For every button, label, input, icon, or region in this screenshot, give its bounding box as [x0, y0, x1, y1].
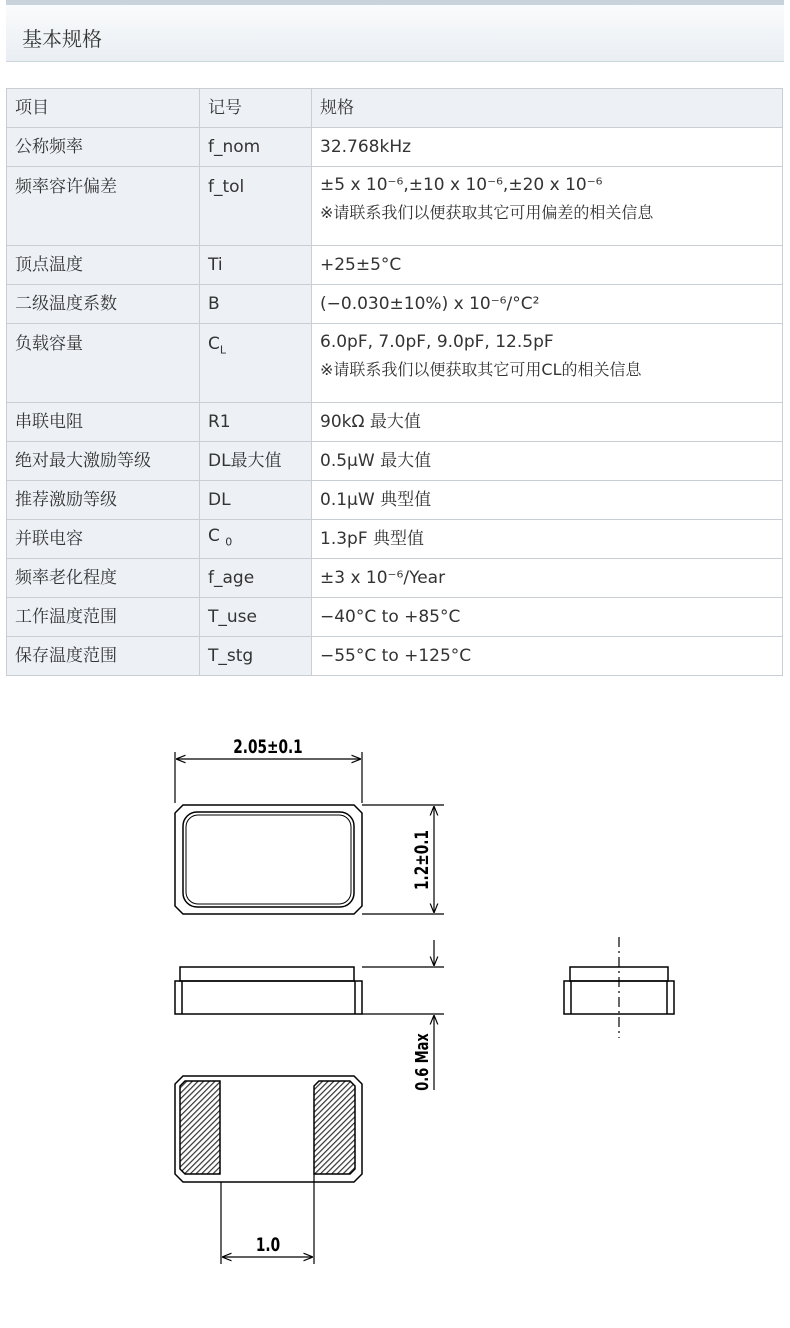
- row-symbol: f_tol: [200, 167, 312, 246]
- table-row: [7, 285, 783, 324]
- row-symbol: f_nom: [200, 128, 312, 167]
- row-spec: 0.5μW 最大值: [312, 442, 783, 481]
- row-symbol: DL: [200, 481, 312, 520]
- row-item: 公称频率: [7, 128, 200, 167]
- row-symbol-cell: [200, 324, 312, 403]
- height-dimension-label: 1.2±0.1: [410, 830, 433, 890]
- bottom-view: [175, 1076, 362, 1182]
- table-row: [7, 167, 783, 246]
- row-spec: −55°C to +125°C: [312, 637, 783, 676]
- width-dimension: [175, 752, 362, 803]
- row-symbol: R1: [200, 403, 312, 442]
- row-spec-cell: [312, 324, 783, 403]
- top-view: [175, 805, 362, 914]
- section-title: 基本规格: [22, 27, 102, 51]
- row-symbol: C: [208, 525, 226, 546]
- row-symbol: B: [200, 285, 312, 324]
- spec-table: [6, 88, 783, 676]
- table-row: [7, 520, 783, 559]
- left-pad: [180, 1081, 220, 1174]
- package-dimension-drawing: [0, 700, 790, 1320]
- header-spec: 规格: [312, 89, 783, 128]
- header-item: 项目: [7, 89, 200, 128]
- table-row: [7, 559, 783, 598]
- row-item: 绝对最大激励等级: [7, 442, 200, 481]
- row-symbol: T_stg: [200, 637, 312, 676]
- row-spec: ±3 x 10⁻⁶/Year: [312, 559, 783, 598]
- table-row: [7, 324, 783, 403]
- right-pad: [314, 1081, 355, 1174]
- row-spec: 1.3pF 典型值: [312, 520, 783, 559]
- row-item: 频率容许偏差: [7, 167, 200, 246]
- row-item: 顶点温度: [7, 246, 200, 285]
- side-view: [175, 967, 362, 1014]
- table-row: [7, 481, 783, 520]
- row-note: ※请联系我们以便获取其它可用CL的相关信息: [320, 360, 642, 379]
- row-spec: 90kΩ 最大值: [312, 403, 783, 442]
- row-item: 并联电容: [7, 520, 200, 559]
- row-spec: ±5 x 10⁻⁶,±10 x 10⁻⁶,±20 x 10⁻⁶: [320, 175, 603, 195]
- row-item: 二级温度系数: [7, 285, 200, 324]
- row-spec: −40°C to +85°C: [312, 598, 783, 637]
- row-symbol: C: [208, 334, 220, 354]
- row-note: ※请联系我们以便获取其它可用偏差的相关信息: [320, 203, 654, 222]
- width-dimension-label: 2.05±0.1: [233, 735, 303, 758]
- row-spec: 0.1μW 典型值: [312, 481, 783, 520]
- header-symbol: 记号: [200, 89, 312, 128]
- row-spec: +25±5°C: [312, 246, 783, 285]
- row-symbol: Ti: [200, 246, 312, 285]
- row-symbol-subscript: L: [219, 343, 227, 357]
- row-symbol: DL最大值: [200, 442, 312, 481]
- row-spec-cell: [312, 167, 783, 246]
- thickness-dimension-label: 0.6 Max: [410, 1033, 433, 1091]
- table-row: [7, 128, 783, 167]
- section-header: [6, 0, 784, 62]
- table-row: [7, 637, 783, 676]
- end-view: [564, 937, 674, 1038]
- pad-gap-dimension-label: 1.0: [255, 1233, 281, 1256]
- row-symbol: T_use: [200, 598, 312, 637]
- table-row: [7, 598, 783, 637]
- row-item: 串联电阻: [7, 403, 200, 442]
- row-spec: 32.768kHz: [312, 128, 783, 167]
- row-item: 负载容量: [7, 324, 200, 403]
- table-header-row: [7, 89, 783, 128]
- table-row: [7, 246, 783, 285]
- row-item: 工作温度范围: [7, 598, 200, 637]
- row-symbol: f_age: [200, 559, 312, 598]
- row-symbol-cell: [200, 520, 312, 559]
- row-item: 频率老化程度: [7, 559, 200, 598]
- table-row: [7, 403, 783, 442]
- row-item: 推荐激励等级: [7, 481, 200, 520]
- row-symbol-subscript: 0: [225, 535, 233, 549]
- table-row: [7, 442, 783, 481]
- row-spec: (−0.030±10%) x 10⁻⁶/°C²: [312, 285, 783, 324]
- row-item: 保存温度范围: [7, 637, 200, 676]
- row-spec: 6.0pF, 7.0pF, 9.0pF, 12.5pF: [320, 332, 554, 352]
